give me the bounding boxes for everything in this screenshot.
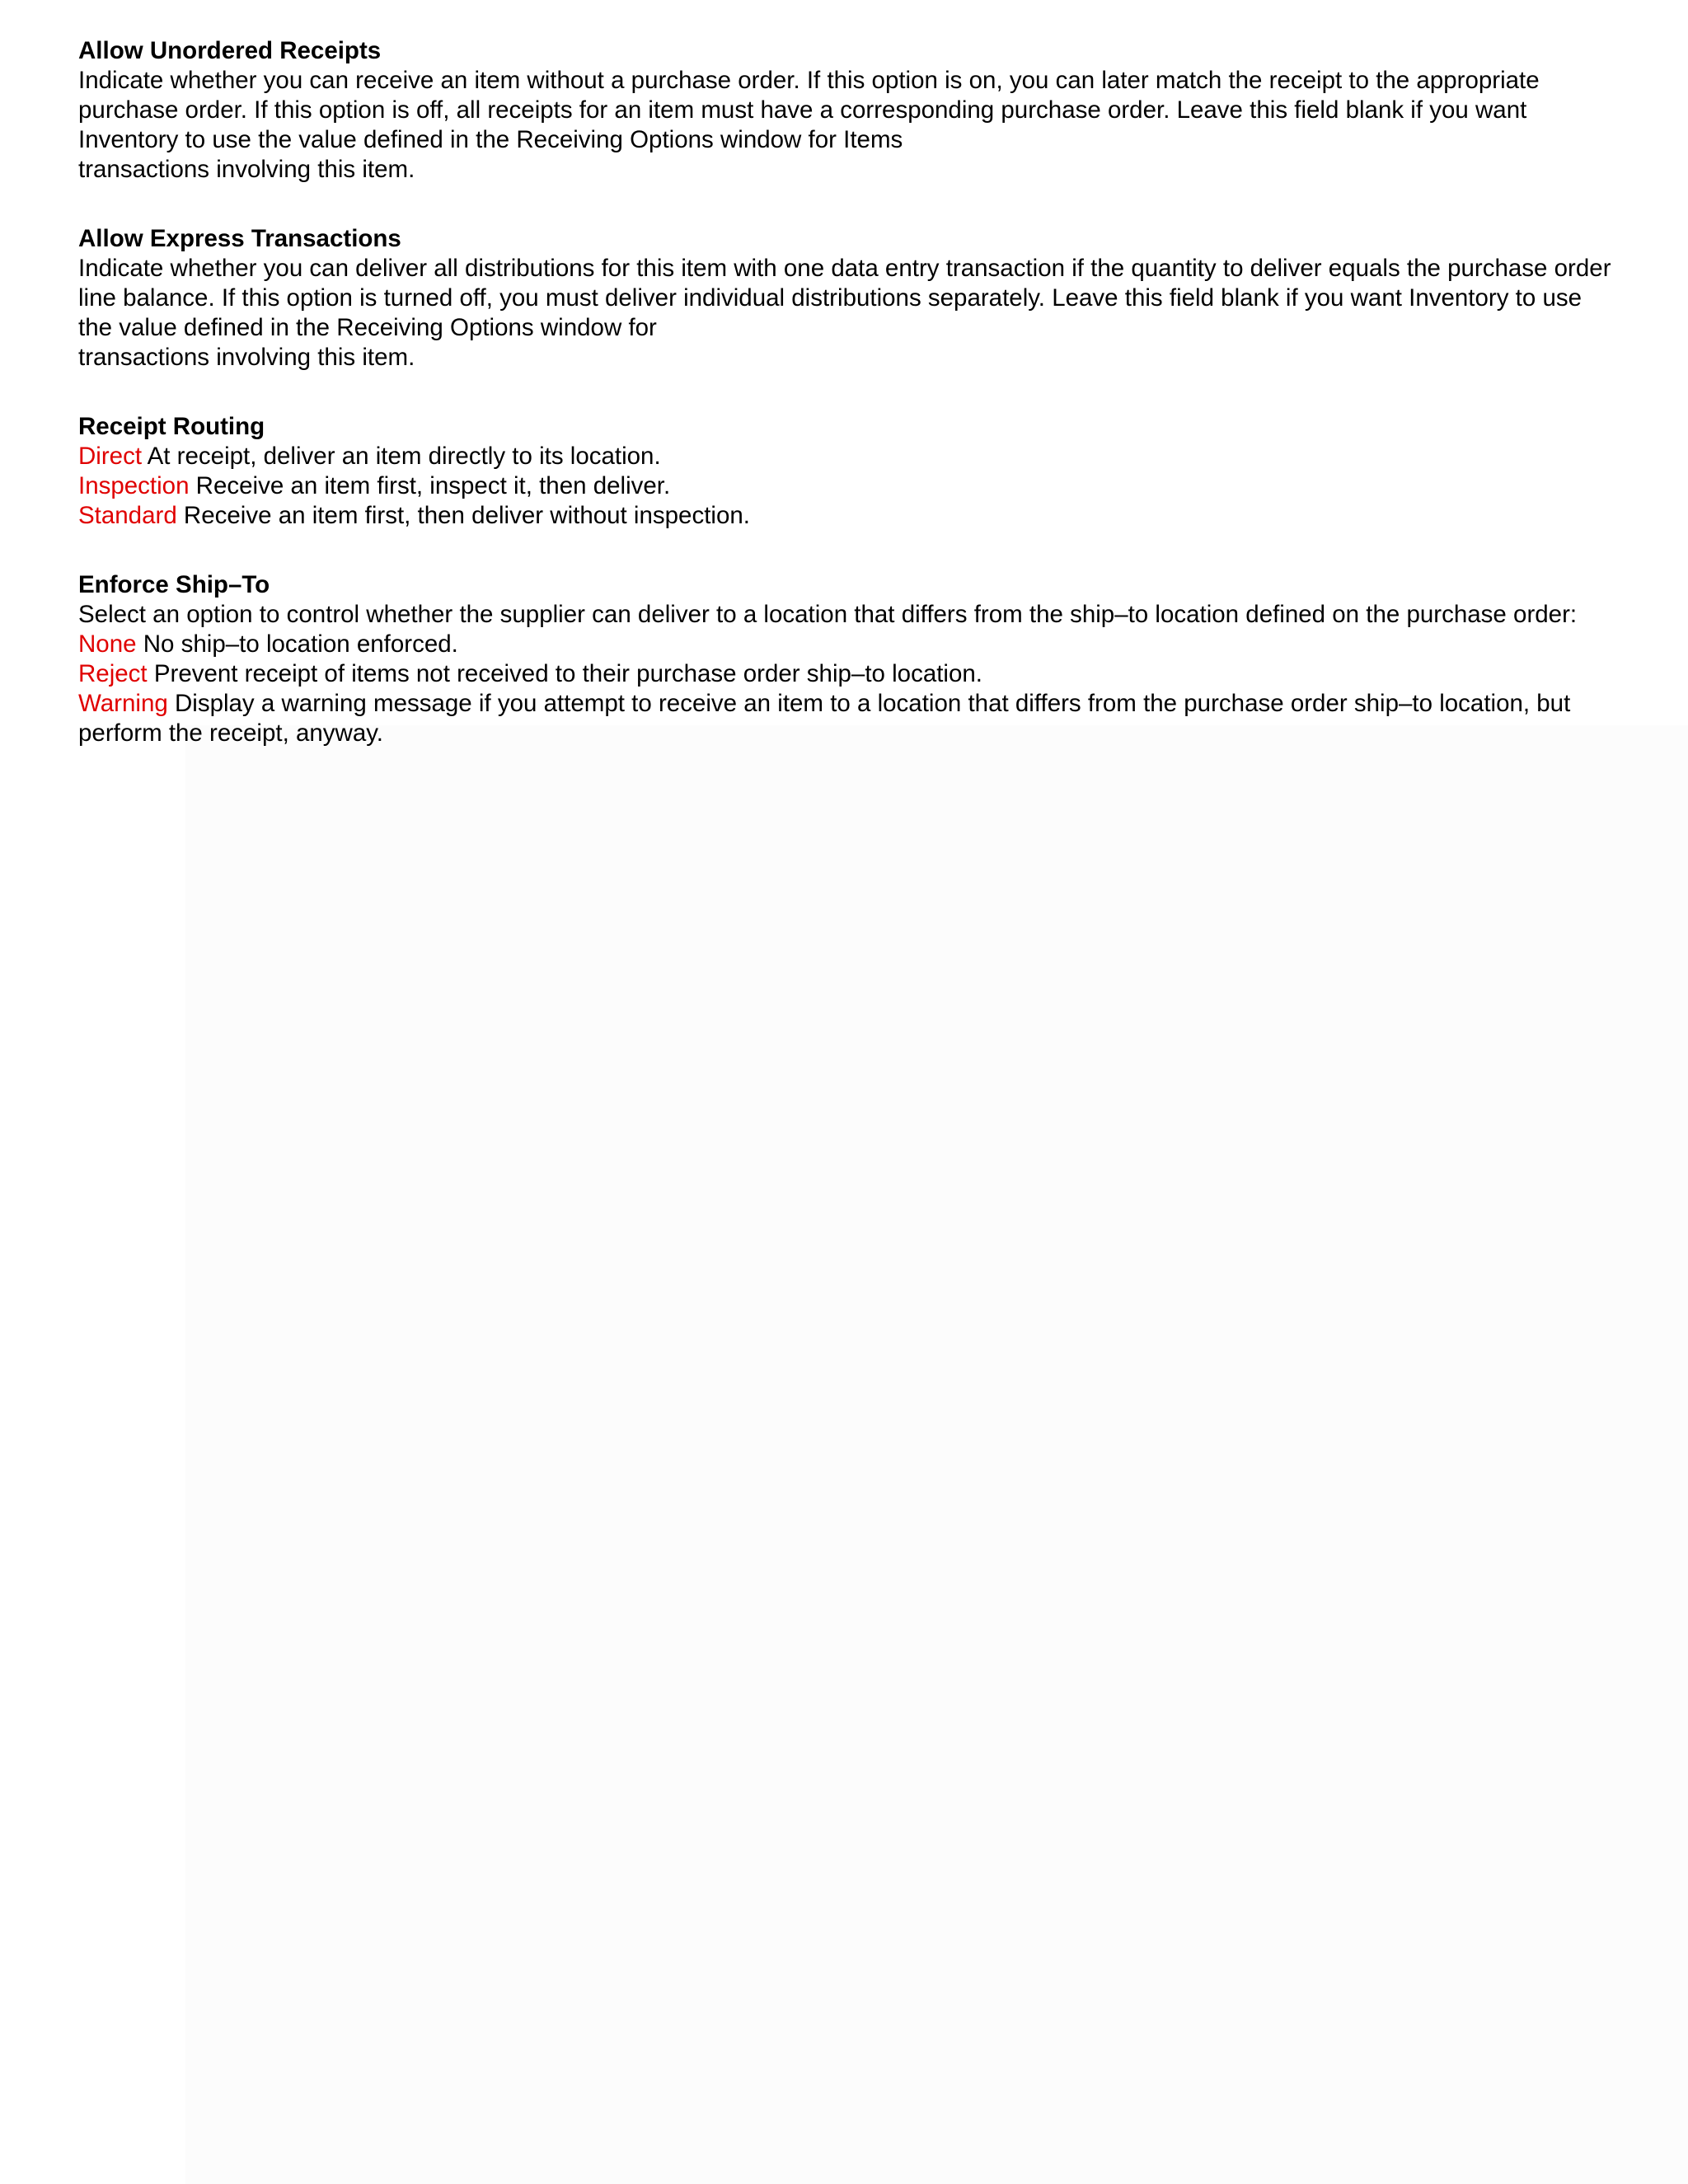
option-description: Prevent receipt of items not received to their purchase order ship–to location.	[147, 660, 982, 687]
paragraph-line: Inventory to use the value defined in the Receiving Options window for Items	[78, 126, 903, 153]
option-description: At receipt, deliver an item directly to its location.	[142, 443, 661, 470]
paragraph-line: transactions involving this item.	[78, 156, 415, 183]
paragraph-line: transactions involving this item.	[78, 344, 415, 371]
paragraph-line: the value defined in the Receiving Options window for	[78, 314, 657, 341]
option-row-direct	[78, 442, 1661, 471]
option-description: No ship–to location enforced.	[136, 630, 458, 658]
option-row-none	[78, 630, 1661, 659]
document-content	[78, 36, 1661, 788]
section-heading: Allow Unordered Receipts	[78, 37, 382, 64]
paragraph-line: purchase order. If this option is off, all receipts for an item must have a corresponding purchase order. Leave this field blank if you want	[78, 96, 1527, 124]
section-allow-express-transactions	[78, 224, 1661, 373]
section-heading: Allow Express Transactions	[78, 225, 401, 252]
option-term: Reject	[78, 660, 148, 687]
paragraph-line: Select an option to control whether the supplier can deliver to a location that differs from the ship–to location defined on the purchase order:	[78, 601, 1578, 628]
option-term: Warning	[78, 690, 168, 717]
paragraph-line: perform the receipt, anyway.	[78, 719, 384, 747]
option-row-reject	[78, 659, 1661, 689]
option-term: Direct	[78, 443, 143, 470]
option-term: Standard	[78, 502, 177, 529]
option-term: Inspection	[78, 472, 190, 499]
section-enforce-ship-to	[78, 570, 1661, 748]
option-row-inspection	[78, 471, 1661, 501]
option-term: None	[78, 630, 137, 658]
page-background-shade	[185, 725, 1688, 2184]
section-heading: Enforce Ship–To	[78, 571, 270, 598]
option-row-warning	[78, 689, 1661, 719]
option-description: Receive an item first, then deliver without inspection.	[176, 502, 750, 529]
option-row-standard	[78, 501, 1661, 531]
option-description: Display a warning message if you attempt to receive an item to a location that differs from the purchase order ship–to location, but	[167, 690, 1571, 717]
section-heading: Receipt Routing	[78, 413, 265, 440]
paragraph-line: Indicate whether you can deliver all distributions for this item with one data entry transaction if the quantity to deliver equals the purchase order	[78, 255, 1611, 282]
paragraph-line: Indicate whether you can receive an item without a purchase order. If this option is on, you can later match the receipt to the appropriate	[78, 67, 1540, 94]
section-allow-unordered-receipts	[78, 36, 1661, 185]
section-receipt-routing	[78, 412, 1661, 531]
paragraph-line: line balance. If this option is turned off, you must deliver individual distributions separately. Leave this field blank if you want Inventory to use	[78, 284, 1582, 312]
option-description: Receive an item first, inspect it, then deliver.	[189, 472, 671, 499]
